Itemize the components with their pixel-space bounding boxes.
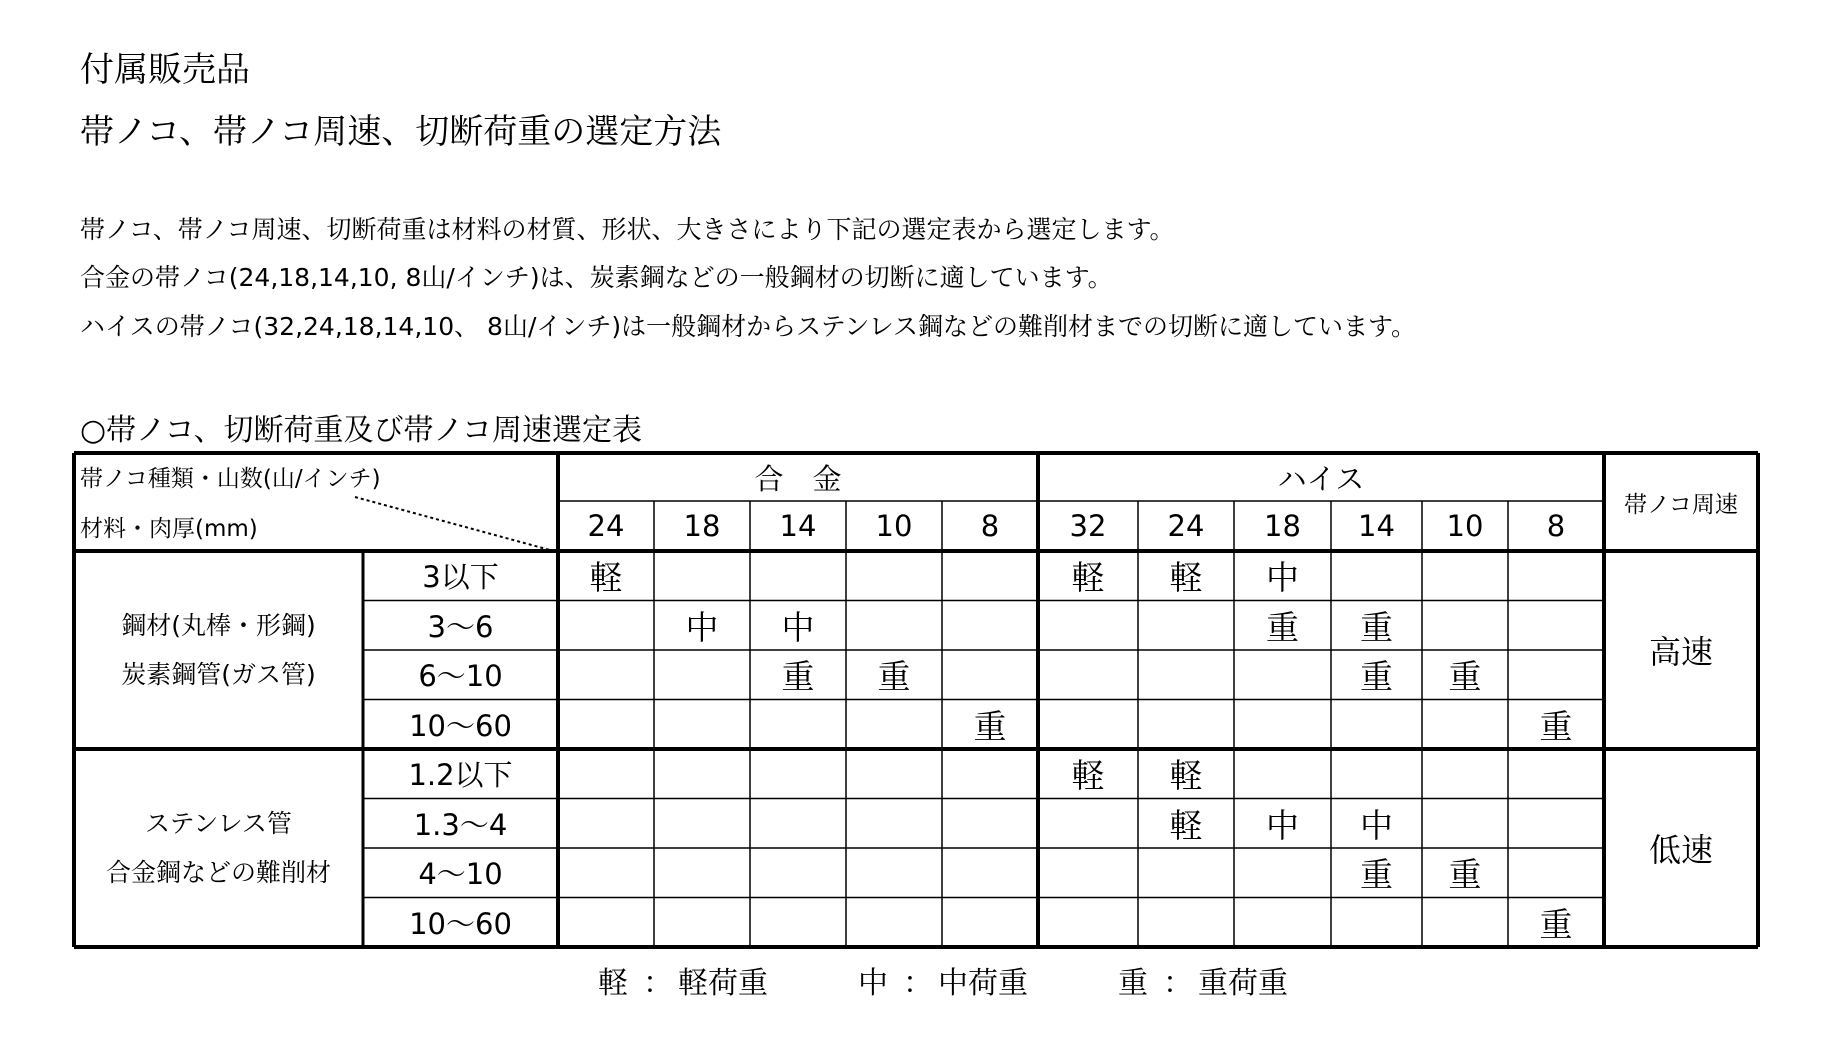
load-cell (1508, 650, 1604, 700)
load-cell (1038, 848, 1138, 898)
load-cell (1234, 749, 1331, 799)
load-cell (1138, 700, 1234, 750)
load-cell: 中 (1266, 805, 1299, 845)
teeth-count-header: 24 (587, 509, 625, 543)
load-cell: 重 (1360, 657, 1393, 697)
legend-separator: ： (903, 966, 933, 1001)
load-cell (1038, 799, 1138, 849)
load-cell (1234, 700, 1331, 750)
load-cell (942, 650, 1038, 700)
legend-meaning: 中荷重 (938, 966, 1028, 1001)
load-cell (846, 551, 942, 601)
page-heading: 付属販売品 (80, 50, 250, 90)
load-cell (558, 601, 654, 651)
intro-paragraph-2: 合金の帯ノコ(24,18,14,10, 8山/インチ)は、炭素鋼などの一般鋼材の切断に適しています。 (80, 263, 1113, 292)
teeth-count-header: 24 (1167, 509, 1205, 543)
load-cell (846, 700, 942, 750)
load-cell (1038, 700, 1138, 750)
load-cell (1234, 898, 1331, 948)
teeth-count-header: 8 (1546, 509, 1566, 543)
legend-meaning: 重荷重 (1198, 966, 1288, 1001)
speed-value: 低速 (1648, 831, 1713, 869)
load-cell: 軽 (589, 558, 623, 598)
load-cell (1422, 601, 1508, 651)
group-header-alloy: 合 金 (754, 461, 842, 496)
thickness-cell: 6～10 (418, 659, 503, 694)
load-cell (1331, 749, 1422, 799)
load-cell (654, 700, 750, 750)
load-cell (1422, 551, 1508, 601)
load-cell (1508, 601, 1604, 651)
material-group (74, 551, 363, 749)
teeth-count-header: 18 (683, 509, 721, 543)
load-cell: 中 (1266, 558, 1299, 598)
thickness-cell: 1.3～4 (413, 807, 508, 842)
legend-separator: ： (1163, 966, 1193, 1001)
load-cell: 軽 (1169, 805, 1203, 845)
teeth-count-header: 14 (1358, 509, 1395, 543)
load-cell: 重 (973, 706, 1007, 746)
load-cell: 重 (1539, 904, 1573, 944)
teeth-count-header: 10 (1446, 509, 1484, 543)
load-cell: 重 (781, 657, 815, 697)
load-cell: 軽 (1169, 558, 1203, 598)
thickness-cell: 1.2以下 (408, 758, 513, 793)
legend-symbol: 中 (858, 966, 888, 1001)
load-cell (558, 700, 654, 750)
load-cell (750, 551, 846, 601)
load-cell (654, 650, 750, 700)
load-cell (942, 848, 1038, 898)
load-cell (1038, 650, 1138, 700)
load-cell (1508, 799, 1604, 849)
load-cell (654, 848, 750, 898)
load-cell: 軽 (1071, 756, 1105, 796)
load-cell (1138, 650, 1234, 700)
legend-meaning: 軽荷重 (678, 966, 768, 1001)
load-cell (1331, 551, 1422, 601)
load-cell (846, 898, 942, 948)
load-cell (942, 799, 1038, 849)
material-group-line: ステンレス管 (145, 809, 292, 838)
teeth-count-header: 8 (980, 509, 1000, 543)
teeth-count-header: 32 (1069, 509, 1107, 543)
load-cell (846, 799, 942, 849)
teeth-count-header: 18 (1264, 509, 1301, 543)
legend-symbol: 軽 (598, 966, 628, 1001)
teeth-count-header: 14 (779, 509, 817, 543)
table-caption: ○帯ノコ、切断荷重及び帯ノコ周速選定表 (80, 413, 642, 448)
load-cell (846, 848, 942, 898)
load-cell (1138, 848, 1234, 898)
load-cell (654, 749, 750, 799)
intro-paragraph-3: ハイスの帯ノコ(32,24,18,14,10、 8山/インチ)は一般鋼材からステンレス鋼などの難削材までの切断に適しています。 (80, 312, 1417, 341)
speed-value: 高速 (1648, 633, 1713, 671)
load-cell (846, 601, 942, 651)
load-cell (1422, 749, 1508, 799)
load-cell (558, 848, 654, 898)
thickness-cell: 10～60 (409, 708, 512, 743)
load-cell (750, 799, 846, 849)
load-cell (558, 749, 654, 799)
load-cell (558, 650, 654, 700)
load-cell: 中 (781, 607, 815, 647)
load-cell (846, 749, 942, 799)
thickness-cell: 10～60 (409, 906, 512, 941)
load-cell: 重 (1448, 657, 1482, 697)
load-cell: 重 (1266, 607, 1299, 647)
load-cell: 重 (877, 657, 911, 697)
page-title: 帯ノコ、帯ノコ周速、切断荷重の選定方法 (80, 112, 722, 152)
speed-header: 帯ノコ周速 (1624, 491, 1738, 518)
load-cell: 軽 (1071, 558, 1105, 598)
load-cell: 中 (1360, 805, 1393, 845)
material-group (74, 749, 363, 947)
corner-header-bottom: 材料・肉厚(mm) (80, 515, 258, 542)
load-cell (1138, 601, 1234, 651)
load-cell (1331, 898, 1422, 948)
load-cell (1422, 700, 1508, 750)
legend-symbol: 重 (1118, 966, 1148, 1001)
load-cell (654, 799, 750, 849)
thickness-cell: 4～10 (418, 857, 503, 892)
thickness-cell: 3以下 (422, 560, 499, 595)
load-cell (1508, 848, 1604, 898)
load-cell (1234, 848, 1331, 898)
legend (598, 958, 1328, 1002)
load-cell: 中 (685, 607, 719, 647)
load-cell (1331, 700, 1422, 750)
load-cell (1038, 898, 1138, 948)
load-cell (1508, 551, 1604, 601)
load-cell: 重 (1360, 607, 1393, 647)
intro-paragraph-1: 帯ノコ、帯ノコ周速、切断荷重は材料の材質、形状、大きさにより下記の選定表から選定します。 (80, 215, 1175, 244)
legend-separator: ： (643, 966, 673, 1001)
load-cell (1422, 799, 1508, 849)
load-cell (558, 799, 654, 849)
load-cell (1038, 601, 1138, 651)
load-cell (1508, 749, 1604, 799)
load-cell: 重 (1448, 855, 1482, 895)
teeth-count-header: 10 (875, 509, 913, 543)
load-cell (558, 898, 654, 948)
material-group-line: 合金鋼などの難削材 (105, 858, 331, 887)
load-cell (942, 551, 1038, 601)
load-cell (1234, 650, 1331, 700)
load-cell (750, 898, 846, 948)
load-cell (654, 898, 750, 948)
load-cell (750, 749, 846, 799)
load-cell: 軽 (1169, 756, 1203, 796)
material-group-line: 鋼材(丸棒・形鋼) (121, 611, 316, 640)
load-cell (1422, 898, 1508, 948)
load-cell (942, 601, 1038, 651)
load-cell (942, 898, 1038, 948)
load-cell (942, 749, 1038, 799)
load-cell (750, 848, 846, 898)
load-cell (750, 700, 846, 750)
material-group-line: 炭素鋼管(ガス管) (121, 660, 316, 689)
corner-header-top: 帯ノコ種類・山数(山/インチ) (80, 465, 381, 492)
load-cell: 重 (1539, 706, 1573, 746)
load-cell (1138, 898, 1234, 948)
load-cell (654, 551, 750, 601)
group-header-hss: ハイス (1277, 461, 1365, 496)
thickness-cell: 3～6 (427, 609, 494, 644)
load-cell: 重 (1360, 855, 1393, 895)
